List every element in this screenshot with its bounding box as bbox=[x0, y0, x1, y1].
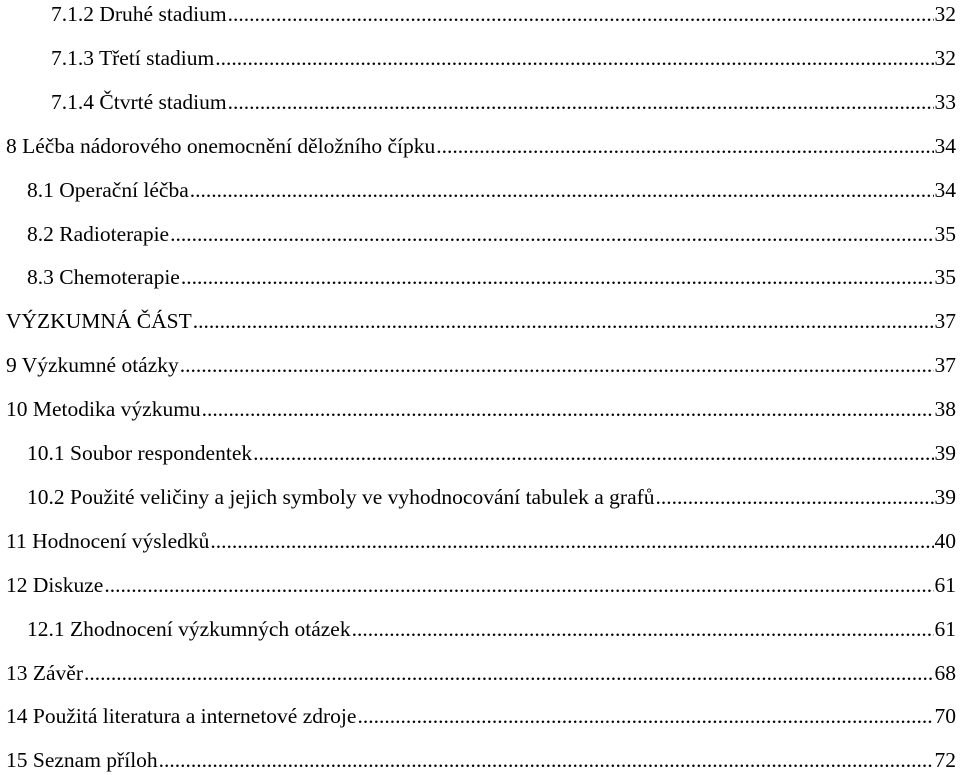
toc-entry-page-number: 39 bbox=[934, 485, 956, 509]
toc-entry[interactable] bbox=[27, 219, 956, 249]
toc-entry[interactable] bbox=[6, 570, 956, 600]
toc-entry-title: 11 Hodnocení výsledků bbox=[6, 529, 210, 553]
toc-entry-page-number: 40 bbox=[934, 529, 956, 553]
toc-entry-page-number: 32 bbox=[934, 46, 956, 70]
toc-dot-leader bbox=[215, 43, 933, 73]
toc-entry-page-number: 32 bbox=[934, 2, 956, 26]
toc-entry-page-number: 35 bbox=[934, 222, 956, 246]
toc-entry-title: 14 Použitá literatura a internetové zdroje bbox=[6, 704, 357, 728]
toc-entry-title: 10.2 Použité veličiny a jejich symboly ve vyhodnocování tabulek a grafů bbox=[27, 485, 655, 509]
toc-entry-page-number: 61 bbox=[934, 573, 956, 597]
toc-entry-title: 8 Léčba nádorového onemocnění děložního čípku bbox=[6, 134, 436, 158]
toc-entry-title: 15 Seznam příloh bbox=[6, 748, 158, 772]
toc-entry-title: 9 Výzkumné otázky bbox=[6, 353, 179, 377]
toc-entry-page-number: 61 bbox=[934, 617, 956, 641]
toc-dot-leader bbox=[352, 614, 934, 644]
toc-entry[interactable] bbox=[27, 614, 956, 644]
toc-entry-page-number: 33 bbox=[934, 90, 956, 114]
toc-entry[interactable] bbox=[27, 438, 956, 468]
toc-entry[interactable] bbox=[51, 0, 956, 29]
toc-dot-leader bbox=[656, 482, 934, 512]
toc-entry-title: 8.2 Radioterapie bbox=[27, 222, 170, 246]
toc-entry-title: 13 Závěr bbox=[6, 661, 84, 685]
toc-dot-leader bbox=[436, 131, 933, 161]
toc-entry[interactable] bbox=[27, 175, 956, 205]
toc-entry[interactable] bbox=[27, 262, 956, 292]
toc-entry-page-number: 38 bbox=[934, 397, 956, 421]
toc-dot-leader bbox=[181, 262, 934, 292]
toc-entry-page-number: 37 bbox=[934, 353, 956, 377]
toc-entry-title: 7.1.3 Třetí stadium bbox=[51, 46, 215, 70]
toc-dot-leader bbox=[159, 745, 934, 775]
toc-entry-page-number: 39 bbox=[934, 441, 956, 465]
toc-entry-page-number: 34 bbox=[934, 178, 956, 202]
toc-entry[interactable] bbox=[6, 658, 956, 688]
toc-dot-leader bbox=[228, 87, 934, 117]
toc-entry[interactable] bbox=[6, 745, 956, 775]
toc-dot-leader bbox=[202, 394, 934, 424]
toc-dot-leader bbox=[104, 570, 933, 600]
toc-entry[interactable] bbox=[27, 482, 956, 512]
toc-entry-page-number: 68 bbox=[934, 661, 956, 685]
toc-entry-title: 8.1 Operační léčba bbox=[27, 178, 189, 202]
toc-entry[interactable] bbox=[6, 394, 956, 424]
toc-dot-leader bbox=[190, 175, 934, 205]
toc-dot-leader bbox=[357, 701, 933, 731]
toc-entry-page-number: 34 bbox=[934, 134, 956, 158]
toc-dot-leader bbox=[170, 219, 933, 249]
toc-entry[interactable] bbox=[6, 526, 956, 556]
toc-dot-leader bbox=[210, 526, 933, 556]
toc-entry-title: 12.1 Zhodnocení výzkumných otázek bbox=[27, 617, 351, 641]
toc-entry-page-number: 35 bbox=[934, 265, 956, 289]
toc-entry-page-number: 37 bbox=[934, 309, 956, 333]
toc-entry[interactable] bbox=[6, 306, 956, 336]
toc-entry[interactable] bbox=[6, 701, 956, 731]
toc-entry[interactable] bbox=[6, 131, 956, 161]
toc-dot-leader bbox=[193, 306, 934, 336]
toc-entry-page-number: 70 bbox=[934, 704, 956, 728]
toc-entry-title: 8.3 Chemoterapie bbox=[27, 265, 180, 289]
toc-entry[interactable] bbox=[51, 87, 956, 117]
toc-entry[interactable] bbox=[6, 350, 956, 380]
toc-dot-leader bbox=[180, 350, 934, 380]
toc-entry-title: 7.1.4 Čtvrté stadium bbox=[51, 90, 227, 114]
toc-entry-title: 10.1 Soubor respondentek bbox=[27, 441, 253, 465]
toc-dot-leader bbox=[228, 0, 934, 29]
toc-entry-title: 10 Metodika výzkumu bbox=[6, 397, 201, 421]
toc-dot-leader bbox=[253, 438, 933, 468]
toc-entry-title: VÝZKUMNÁ ČÁST bbox=[6, 309, 192, 333]
toc-entry-title: 12 Diskuze bbox=[6, 573, 104, 597]
toc-entry-title: 7.1.2 Druhé stadium bbox=[51, 2, 227, 26]
toc-entry-page-number: 72 bbox=[934, 748, 956, 772]
toc-dot-leader bbox=[84, 658, 933, 688]
toc-entry[interactable] bbox=[51, 43, 956, 73]
